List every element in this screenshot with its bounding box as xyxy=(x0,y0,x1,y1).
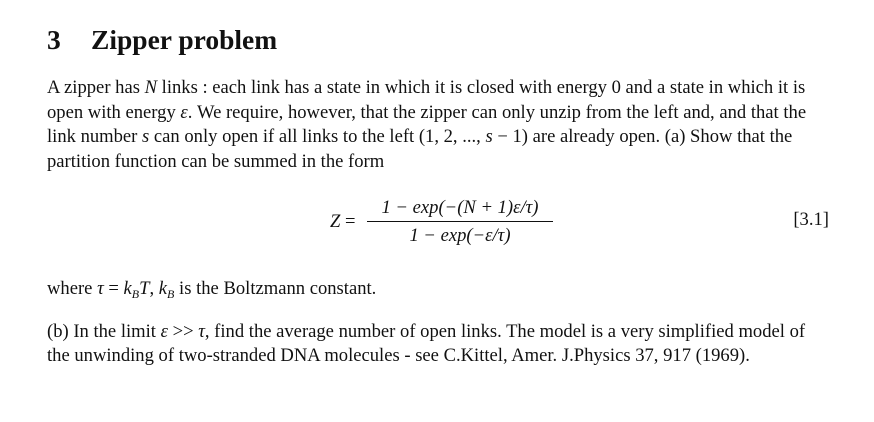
text-segment: (b) In the limit xyxy=(47,320,161,342)
math-k: k xyxy=(123,278,132,299)
equation-3-1 xyxy=(47,183,831,269)
math-tau: τ xyxy=(198,320,205,342)
math-N: N xyxy=(144,77,157,98)
subscript-B: B xyxy=(131,287,140,301)
problem-paragraph-b xyxy=(47,320,831,369)
math-T: T xyxy=(139,278,150,299)
math-s: s xyxy=(485,126,493,147)
text-segment: , find the average number of open links. The model is a very simplified model of the unwinding of two-stranded DNA molecules - see C.Kittel, Amer. J.Physics 37, 917 (1969). xyxy=(47,320,806,366)
math-Z: Z xyxy=(330,211,341,232)
text-segment: where xyxy=(47,278,98,299)
fraction-bar xyxy=(367,221,553,222)
math-s: s xyxy=(142,126,150,147)
text-segment: . We require, however, that the zipper can only unzip from the left and, and that the link number xyxy=(47,101,807,147)
fraction-denominator: 1 − exp(−ε/τ) xyxy=(409,225,511,246)
math-epsilon: ε xyxy=(160,320,168,342)
text-segment: links : each link has a state in which it is closed with energy 0 and a state in which it is open with energy xyxy=(47,77,806,123)
math-k: k xyxy=(158,278,168,299)
problem-paragraph-a xyxy=(47,76,831,174)
document-page xyxy=(47,18,831,369)
text-segment: can only open if all links to the left (1, 2, ..., xyxy=(149,126,486,147)
equation-number: [3.1] xyxy=(793,209,829,230)
text-segment: − 1) are already open. (a) Show that the partition function can be summed in the form xyxy=(47,126,793,172)
text-segment: >> xyxy=(167,320,199,342)
fraction-numerator: 1 − exp(−(N + 1)ε/τ) xyxy=(381,197,539,218)
text-segment: A zipper has xyxy=(47,77,145,98)
section-number: 3 xyxy=(47,24,61,55)
definition-paragraph xyxy=(47,277,831,307)
text-segment: , xyxy=(149,278,159,299)
subscript-B: B xyxy=(167,287,175,301)
text-segment: = xyxy=(103,278,124,299)
equation-lhs xyxy=(330,211,355,233)
equation-fraction xyxy=(367,196,553,248)
section-title: Zipper problem xyxy=(91,24,278,55)
section-heading xyxy=(47,18,831,62)
equals-sign: = xyxy=(340,211,356,232)
math-tau: τ xyxy=(97,278,104,299)
text-segment: is the Boltzmann constant. xyxy=(174,278,377,299)
math-epsilon: ε xyxy=(180,101,188,123)
